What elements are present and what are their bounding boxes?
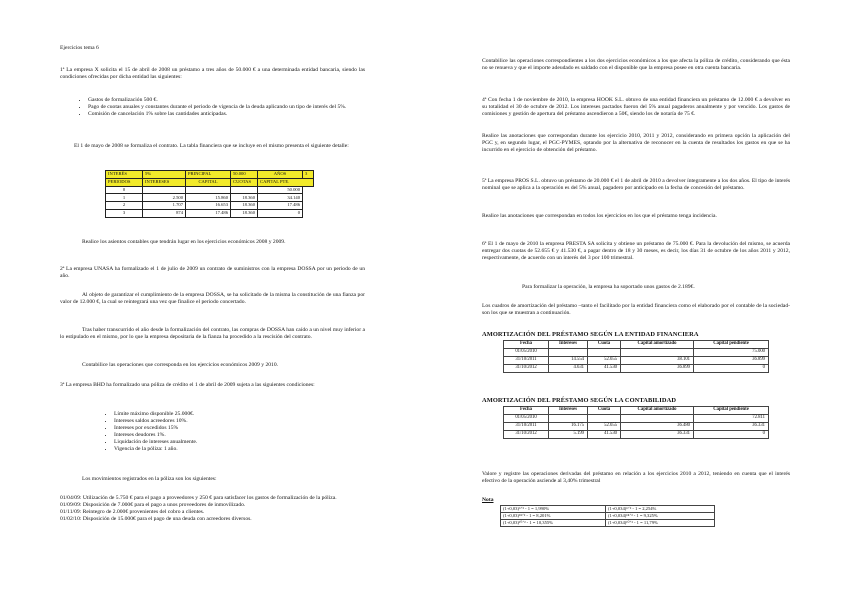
condition-item: • Límite máximo disponible 25.000€. [114,411,365,418]
table-header-row: Fecha Intereses Cuota Capital amortizado Capital pendiente [504,341,769,349]
exercise-2-rescission: Tras haber transcurrido el año desde la formalización del contrato, las compras de DOSSA han caído a un nivel muy inferior a lo estipulado en el mismo, por lo que la empresa depositaria de la fianza ha procedido a la rescisión del contrato. [60,327,365,341]
amortization-table-accounting [503,406,769,439]
note-table [500,505,715,527]
table-header-row: PERIODOS INTERESES CAPITAL CUOTAS CAPITAL PTE. [106,178,314,186]
financial-table [105,170,314,218]
table-row: 01/05/2010 72.811 [504,415,769,423]
exercise-1-task: Realice los asientos contables que tendrán lugar en los ejercicios económicos 2008 y 2009. [82,239,286,245]
table-row: (1+0,03)¹⁸ᐟ³ - 1 = 8,201% (1+0,034)¹⁸ᐟ³ - 1 = 9,325% [501,513,715,520]
movement-item: 01/11/09: Reintegro de 2.000€ provenientes del cobro a clientes. [60,509,205,516]
exercise-2-intro: 2ª La empresa UNASA ha formalizado el 1 de julio de 2009 un contrato de suministros con la empresa DOSSA por un periodo de un año. [60,266,365,280]
exercise-1-contract: El 1 de mayo de 2008 se formaliza el contrato. La tabla financiera que se incluye en el mismo presenta el siguiente detalle: [74,143,349,149]
table-row: (1+0,03)⁶ᐟ³ - 1 = 1,990% (1+0,034)⁶ᐟ³ - 1 = 2,254% [501,506,715,513]
table-header-row: Fecha Intereses Cuota Capital amortizado Capital pendiente [504,407,769,415]
table-row: 31/10/2011 16.175 52.655 36.480 36.331 [504,423,769,431]
table-title-bank: AMORTIZACIÓN DEL PRÉSTAMO SEGÚN LA ENTIDAD FINANCIERA [482,331,699,338]
condition-item: • Intereses deudores 1%. [114,432,365,439]
doc-title: Ejercicios tema 6 [60,45,99,51]
exercise-3-movements [60,495,365,523]
table-title-accounting: AMORTIZACIÓN DEL PRÉSTAMO SEGÚN LA CONTABILIDAD [482,397,677,404]
exercise-2-guarantee: Al objeto de garantizar el cumplimiento de la empresa DOSSA, se ha solicitado de la misma la constitución de una fianza por valor de 12.000 €, la cual se reintegrará una vez que finalice el periodo concertado. [60,292,365,306]
exercise-5-intro: 5ª La empresa PROS S.L. obtuvo un préstamo de 20.000 € el 1 de abril de 2010 a devolver íntegramente a los dos años. El tipo de interés nominal que se aplica a la operación es del 5% anual, pagadero por anticipado en la fecha de concesión del préstamo. [482,178,790,192]
table-row: 31/10/2012 5.199 41.530 36.331 0 [504,431,769,439]
table-row: 0 50.000 [106,186,314,194]
table-row: 2 1.707 16.653 18.360 17.486 [106,202,314,210]
amortization-table-bank [503,340,769,373]
movement-item: 01/09/09: Disposición de 7.000€ para el pago a unos proveedores de inmovilizado. [60,502,246,509]
table-row: 31/10/2012 4.631 41.530 36.899 0 [504,365,769,373]
note-label: Nota [482,497,494,503]
condition-item: • Comisión de cancelación 1% sobre las cantidades anticipadas. [88,111,365,118]
exercise-4-intro: 4ª Con fecha 1 de noviembre de 2010, la empresa HOOK S.L. obtuvo de una entidad financiera un préstamo de 12.000 € a devolver en su totalidad el 30 de octubre de 2012. Los intereses pactados fueron del 5% anual pagaderos anualmente y por vencido. Los gastos de comisiones y gestión de apertura del préstamo ascendieron a 50€, siendo los de notaría de 75 €. [482,97,790,118]
movement-item: 01/02/10: Disposición de 15.000€ para el pago de una deuda con acreedores diversos. [60,516,252,523]
exercise-3-intro: 3ª La empresa BHD ha formalizado una póliza de crédito el 1 de abril de 2009 sujeta a las siguientes condiciones: [60,382,315,388]
exercise-1-intro: 1ª La empresa X solicita el 15 de abril de 2008 un préstamo a tres años de 50.000 € a una determinada entidad bancaria, siendo las condiciones ofrecidas por dicha entidad las siguientes: [60,67,365,81]
exercise-5-task: Realice las anotaciones que correspondan en todos los ejercicios en los que el préstamo tenga incidencia. [482,213,717,219]
table-row: 3 874 17.486 18.360 0 [106,209,314,217]
condition-item: • Liquidación de intereses anualmente. [114,439,365,446]
exercise-4-task: Realice las anotaciones que correspondan durante los ejercicio 2010, 2011 y 2012, considerando en primera opción la aplicación del PGC y, en segundo lugar, el PGC-PYMES, optando por la alternativa de reconocer en la cuenta de resultados los gastos en que se ha incurrido en el ejercicio de obtención del préstamo. [482,133,790,154]
exercise-3-movements-label: Los movimientos registrados en la póliza son los siguientes: [82,476,217,482]
exercise-6-task: Valore y registre las operaciones derivadas del préstamo en relación a los ejercicios 2010 a 2012, teniendo en cuenta que el interés efectivo de la operación asciende al 3,40% trimestral [482,471,790,485]
exercise-1-conditions [60,97,365,118]
exercise-6-expenses: Para formalizar la operación, la empresa ha soportado unos gastos de 2.189€. [522,284,695,290]
exercise-3-conditions [60,411,365,454]
condition-item: • Gastos de formalización 500 €. [88,97,365,104]
table-row: (1+0,03)¹⁰ᐟ³ - 1 = 10,355% (1+0,034)¹⁰ᐟ³ - 1 = 11,79% [501,520,715,527]
table-row: 31/10/2011 14.554 52.655 38.101 36.899 [504,357,769,365]
exercise-3-task: Contabilice las operaciones correspondientes a los dos ejercicios económicos a los que afecta la póliza de crédito, considerando que ésta no se renueva y que el importe adeudado es saldado con el disponible que la empresa posee en otra cuenta bancaria. [482,58,790,72]
table-row: 01/05/2010 75.000 [504,349,769,357]
condition-item: • Intereses saldos acreedores 10%. [114,418,365,425]
movement-item: 01/04/09: Utilización de 5.750 € para el pago a proveedores y 250 € para satisfacer los gastos de formalización de la póliza. [60,495,337,501]
exercise-6-intro: 6ª El 1 de mayo de 2010 la empresa PRESTA SA solicita y obtiene un préstamo de 75.000 €. Para la devolución del mismo, se acuerda entregar dos cuotas de 52.655 € y 41.530 €, a pagar dentro de 18 y 30 meses, es decir, los días 31 de octubre de los años 2011 y 2012, respectivamente, de acuerdo con un interés del 3 por 100 trimestral. [482,241,790,262]
exercise-6-tables-intro: Los cuadros de amortización del préstamo –tanto el facilitado por la entidad financiera como el elaborado por el contable de la sociedad- son los que se muestran a continuación. [482,303,790,317]
condition-item: • Intereses por excedidos 15% [114,425,365,432]
table-row: INTERÉS 5% PRINCIPAL 50.000 AÑOS 3 [106,171,314,179]
exercise-2-task: Contabilice las operaciones que corresponda en los ejercicios económicos 2009 y 2010. [82,362,279,368]
condition-item: • Pago de cuotas anuales y constantes durante el periodo de vigencia de la deuda aplicando un tipo de interés del 5%. [88,104,365,111]
table-row: 1 2.500 15.860 18.360 34.140 [106,194,314,202]
condition-item: • Vigencia de la póliza: 1 año. [114,446,365,453]
